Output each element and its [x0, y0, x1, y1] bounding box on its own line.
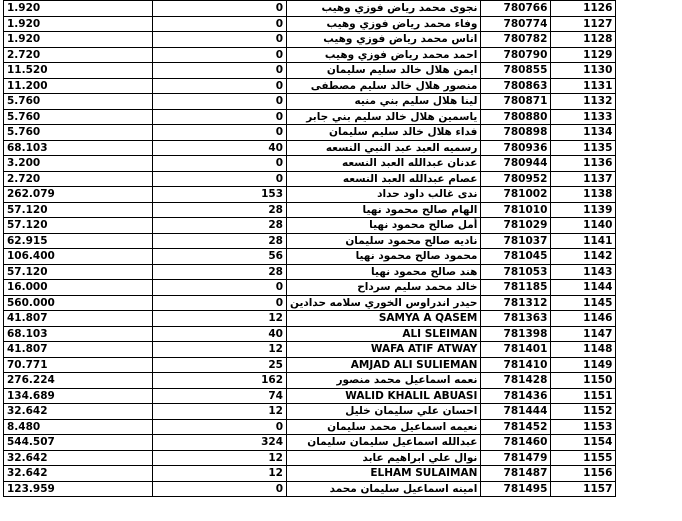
name-cell: نوال علي ابراهيم عابد	[287, 450, 481, 466]
table-row	[4, 78, 616, 94]
name-cell: ELHAM SULAIMAN	[287, 466, 481, 482]
amount-cell: 68.103	[4, 140, 153, 156]
serial-cell: 1148	[551, 342, 616, 358]
serial-cell: 1129	[551, 47, 616, 63]
amount-cell: 11.200	[4, 78, 153, 94]
serial-cell: 1152	[551, 404, 616, 420]
amount-cell: 32.642	[4, 404, 153, 420]
amount-cell: 1.920	[4, 16, 153, 32]
table-row	[4, 373, 616, 389]
name-cell: لينا هلال سليم بني منيه	[287, 94, 481, 110]
amount-cell: 11.520	[4, 63, 153, 79]
count-cell: 0	[153, 63, 287, 79]
name-cell: ناديه صالح محمود سليمان	[287, 233, 481, 249]
amount-cell: 62.915	[4, 233, 153, 249]
name-cell: خالد محمد سليم سرداح	[287, 280, 481, 296]
count-cell: 12	[153, 404, 287, 420]
name-cell: نعمه اسماعيل محمد منصور	[287, 373, 481, 389]
serial-cell: 1141	[551, 233, 616, 249]
name-cell: ياسمين هلال خالد سليم بني جابر	[287, 109, 481, 125]
count-cell: 74	[153, 388, 287, 404]
serial-cell: 1143	[551, 264, 616, 280]
amount-cell: 5.760	[4, 125, 153, 141]
table-row	[4, 357, 616, 373]
serial-cell: 1132	[551, 94, 616, 110]
name-cell: عبدالله اسماعيل سليمان سليمان	[287, 435, 481, 451]
table-row	[4, 388, 616, 404]
table-row	[4, 419, 616, 435]
code-cell: 781460	[481, 435, 551, 451]
table-row	[4, 466, 616, 482]
count-cell: 40	[153, 140, 287, 156]
count-cell: 0	[153, 109, 287, 125]
serial-cell: 1130	[551, 63, 616, 79]
count-cell: 0	[153, 419, 287, 435]
table-row	[4, 249, 616, 265]
amount-cell: 544.507	[4, 435, 153, 451]
table-row	[4, 295, 616, 311]
name-cell: عدنان عبدالله العبد النسعه	[287, 156, 481, 172]
count-cell: 28	[153, 233, 287, 249]
amount-cell: 5.760	[4, 109, 153, 125]
amount-cell: 41.807	[4, 311, 153, 327]
code-cell: 780863	[481, 78, 551, 94]
table-row	[4, 32, 616, 48]
name-cell: محمود صالح محمود نهيا	[287, 249, 481, 265]
records-table	[3, 0, 616, 497]
amount-cell: 123.959	[4, 481, 153, 497]
amount-cell: 2.720	[4, 47, 153, 63]
amount-cell: 1.920	[4, 32, 153, 48]
name-cell: SAMYA A QASEM	[287, 311, 481, 327]
name-cell: احسان علي سليمان خليل	[287, 404, 481, 420]
code-cell: 781487	[481, 466, 551, 482]
count-cell: 0	[153, 481, 287, 497]
code-cell: 780782	[481, 32, 551, 48]
count-cell: 12	[153, 450, 287, 466]
amount-cell: 5.760	[4, 94, 153, 110]
amount-cell: 16.000	[4, 280, 153, 296]
name-cell: فداء هلال خالد سليم سليمان	[287, 125, 481, 141]
table-row	[4, 1, 616, 17]
serial-cell: 1149	[551, 357, 616, 373]
count-cell: 0	[153, 32, 287, 48]
amount-cell: 276.224	[4, 373, 153, 389]
table-row	[4, 47, 616, 63]
name-cell: حيدر اندراوس الخوري سلامه حدادين	[287, 295, 481, 311]
amount-cell: 134.689	[4, 388, 153, 404]
serial-cell: 1157	[551, 481, 616, 497]
code-cell: 781185	[481, 280, 551, 296]
table-row	[4, 187, 616, 203]
count-cell: 0	[153, 47, 287, 63]
code-cell: 781452	[481, 419, 551, 435]
code-cell: 781428	[481, 373, 551, 389]
code-cell: 781029	[481, 218, 551, 234]
table-row	[4, 140, 616, 156]
name-cell: عصام عبدالله العبد النسعه	[287, 171, 481, 187]
amount-cell: 262.079	[4, 187, 153, 203]
count-cell: 12	[153, 311, 287, 327]
serial-cell: 1154	[551, 435, 616, 451]
table-row	[4, 264, 616, 280]
count-cell: 153	[153, 187, 287, 203]
amount-cell: 70.771	[4, 357, 153, 373]
table-row	[4, 233, 616, 249]
amount-cell: 68.103	[4, 326, 153, 342]
code-cell: 780871	[481, 94, 551, 110]
count-cell: 162	[153, 373, 287, 389]
serial-cell: 1138	[551, 187, 616, 203]
name-cell: WAFA ATIF ATWAY	[287, 342, 481, 358]
serial-cell: 1145	[551, 295, 616, 311]
code-cell: 780766	[481, 1, 551, 17]
name-cell: ALI SLEIMAN	[287, 326, 481, 342]
amount-cell: 57.120	[4, 218, 153, 234]
name-cell: منصور هلال خالد سليم مصطفى	[287, 78, 481, 94]
amount-cell: 57.120	[4, 264, 153, 280]
count-cell: 0	[153, 1, 287, 17]
serial-cell: 1153	[551, 419, 616, 435]
name-cell: AMJAD ALI SULIEMAN	[287, 357, 481, 373]
code-cell: 781444	[481, 404, 551, 420]
serial-cell: 1140	[551, 218, 616, 234]
code-cell: 781479	[481, 450, 551, 466]
records-table-body	[4, 1, 616, 497]
code-cell: 780952	[481, 171, 551, 187]
serial-cell: 1146	[551, 311, 616, 327]
code-cell: 781053	[481, 264, 551, 280]
table-row	[4, 435, 616, 451]
amount-cell: 8.480	[4, 419, 153, 435]
name-cell: WALID KHALIL ABUASI	[287, 388, 481, 404]
code-cell: 781037	[481, 233, 551, 249]
amount-cell: 2.720	[4, 171, 153, 187]
amount-cell: 32.642	[4, 450, 153, 466]
code-cell: 781010	[481, 202, 551, 218]
code-cell: 780944	[481, 156, 551, 172]
name-cell: نجوى محمد رياض فوزي وهيب	[287, 1, 481, 17]
amount-cell: 3.200	[4, 156, 153, 172]
table-row	[4, 202, 616, 218]
count-cell: 28	[153, 218, 287, 234]
name-cell: نعيمه اسماعيل محمد سليمان	[287, 419, 481, 435]
serial-cell: 1139	[551, 202, 616, 218]
name-cell: رسميه العبد عبد النبي النسعه	[287, 140, 481, 156]
code-cell: 781002	[481, 187, 551, 203]
table-row	[4, 342, 616, 358]
count-cell: 12	[153, 466, 287, 482]
count-cell: 28	[153, 202, 287, 218]
code-cell: 781410	[481, 357, 551, 373]
table-row	[4, 450, 616, 466]
count-cell: 324	[153, 435, 287, 451]
count-cell: 25	[153, 357, 287, 373]
amount-cell: 32.642	[4, 466, 153, 482]
serial-cell: 1128	[551, 32, 616, 48]
serial-cell: 1156	[551, 466, 616, 482]
name-cell: اناس محمد رياض فوزي وهيب	[287, 32, 481, 48]
code-cell: 781436	[481, 388, 551, 404]
table-row	[4, 16, 616, 32]
count-cell: 28	[153, 264, 287, 280]
serial-cell: 1147	[551, 326, 616, 342]
code-cell: 780855	[481, 63, 551, 79]
name-cell: امينه اسماعيل سليمان محمد	[287, 481, 481, 497]
count-cell: 40	[153, 326, 287, 342]
serial-cell: 1126	[551, 1, 616, 17]
table-row	[4, 326, 616, 342]
serial-cell: 1131	[551, 78, 616, 94]
table-row	[4, 311, 616, 327]
code-cell: 780774	[481, 16, 551, 32]
code-cell: 781363	[481, 311, 551, 327]
code-cell: 781398	[481, 326, 551, 342]
amount-cell: 1.920	[4, 1, 153, 17]
name-cell: ندى غالب داود حداد	[287, 187, 481, 203]
table-row	[4, 404, 616, 420]
count-cell: 0	[153, 295, 287, 311]
name-cell: وفاء محمد رياض فوزي وهيب	[287, 16, 481, 32]
table-row	[4, 109, 616, 125]
table-row	[4, 481, 616, 497]
amount-cell: 57.120	[4, 202, 153, 218]
code-cell: 780790	[481, 47, 551, 63]
name-cell: احمد محمد رياض فوزي وهيب	[287, 47, 481, 63]
name-cell: هند صالح محمود نهيا	[287, 264, 481, 280]
count-cell: 56	[153, 249, 287, 265]
name-cell: الهام صالح محمود نهيا	[287, 202, 481, 218]
code-cell: 781312	[481, 295, 551, 311]
count-cell: 0	[153, 78, 287, 94]
count-cell: 12	[153, 342, 287, 358]
amount-cell: 560.000	[4, 295, 153, 311]
code-cell: 781495	[481, 481, 551, 497]
code-cell: 781045	[481, 249, 551, 265]
table-row	[4, 280, 616, 296]
name-cell: ايمن هلال خالد سليم سليمان	[287, 63, 481, 79]
table-row	[4, 218, 616, 234]
code-cell: 781401	[481, 342, 551, 358]
amount-cell: 41.807	[4, 342, 153, 358]
code-cell: 780880	[481, 109, 551, 125]
count-cell: 0	[153, 94, 287, 110]
serial-cell: 1136	[551, 156, 616, 172]
table-row	[4, 171, 616, 187]
count-cell: 0	[153, 280, 287, 296]
code-cell: 780936	[481, 140, 551, 156]
serial-cell: 1155	[551, 450, 616, 466]
count-cell: 0	[153, 16, 287, 32]
serial-cell: 1142	[551, 249, 616, 265]
serial-cell: 1135	[551, 140, 616, 156]
table-row	[4, 156, 616, 172]
name-cell: أمل صالح محمود نهيا	[287, 218, 481, 234]
amount-cell: 106.400	[4, 249, 153, 265]
serial-cell: 1134	[551, 125, 616, 141]
serial-cell: 1137	[551, 171, 616, 187]
table-row	[4, 94, 616, 110]
count-cell: 0	[153, 156, 287, 172]
serial-cell: 1151	[551, 388, 616, 404]
count-cell: 0	[153, 125, 287, 141]
serial-cell: 1133	[551, 109, 616, 125]
table-row	[4, 125, 616, 141]
count-cell: 0	[153, 171, 287, 187]
code-cell: 780898	[481, 125, 551, 141]
serial-cell: 1150	[551, 373, 616, 389]
serial-cell: 1127	[551, 16, 616, 32]
serial-cell: 1144	[551, 280, 616, 296]
table-row	[4, 63, 616, 79]
